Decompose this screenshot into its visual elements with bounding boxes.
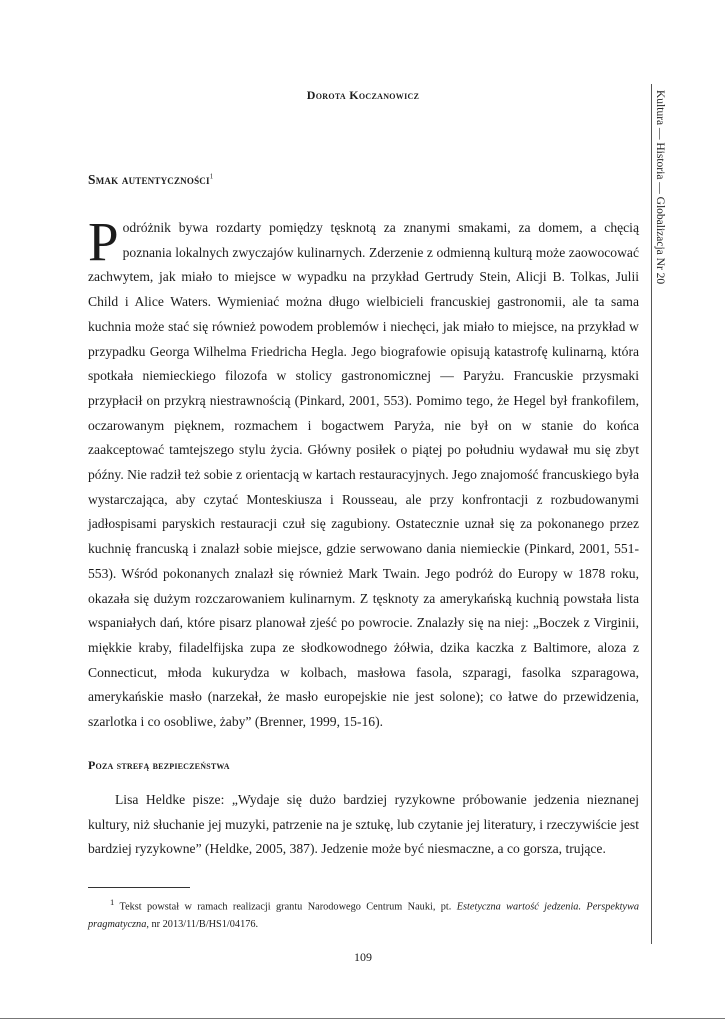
author-name: Dorota Koczanowicz	[306, 88, 420, 102]
running-title: Kultura — Historia — Globalizacja Nr 20	[654, 90, 666, 285]
paragraph-1	[88, 211, 639, 735]
footnote-italic-title: Estetyczna wartość jedzenia. Perspektywa pragmatyczna	[88, 901, 640, 931]
footnote-text-after: , nr 2013/11/B/HS1/04176.	[146, 919, 259, 931]
drop-cap: P	[88, 211, 119, 272]
article-title	[88, 172, 213, 188]
footnote-text-before: Tekst powstał w ramach realizacji grantu Narodowego Centrum Nauki, pt.	[119, 901, 457, 913]
title-footnote-mark: 1	[209, 172, 214, 181]
page-number: 109	[354, 950, 372, 964]
footnote-rule	[88, 887, 190, 888]
paragraph-2: Lisa Heldke pisze: „Wydaje się dużo bardziej ryzykowne próbowanie jedzenia nieznanej kultury, niż słuchanie jej muzyki, patrzenie na je sztukę, lub czytanie jej literatury, i rzeczywiście jest bardziej ryzykowne” (Heldke, 2005, 387). Jedzenie może być niesmaczne, a co gorsza, trujące.	[88, 792, 639, 857]
bottom-rule	[0, 1018, 725, 1019]
article-title-text: Smak autentyczności	[88, 172, 210, 187]
section-heading: Poza strefą bezpieczeństwa	[88, 758, 230, 772]
footnote-mark: 1	[110, 897, 115, 907]
footnote	[88, 893, 639, 934]
paragraph-1-text: odróżnik bywa rozdarty pomiędzy tęsknotą za znanymi smakami, za domem, a chęcią poznania lokalnych zwyczajów kulinarnych. Zderzenie z odmienną kulturą może zaowocować zachwytem, jak miało to miejsce w wypadku na przykład Gertrudy Stein, Alicji B. Tolkas, Julii Child i Alice Waters. Wymieniać można długo wielbicieli francuskiej gastronomii, ale ta sama kuchnia może stać się również powodem problemów i niechęci, jak miało to miejsce, na przykład w przypadku Georga Wilhelma Friedricha Hegla. Jego biografowie opisują katastrofę kulinarną, która spotkała niemieckiego filozofa w stolicy gastronomicznej — Paryżu. Francuskie przysmaki przypłacił on przykrą niestrawnością (Pinkard, 2001, 553). Pomimo tego, że Hegel był frankofilem, oczarowanym pięknem, rozmachem i bogactwem Paryża, nie był on w stanie do końca zaakceptować tamtejszego stylu życia. Główny posiłek o piątej po południu wydawał mu się zbyt późny. Nie radził też sobie z orientacją w kartach restauracyjnych. Jego znajomość francuskiego była wystarczająca, aby czytać Monteskiusza i Rousseau, ale przy konfrontacji z rozbudowanymi jadłospisami paryskich restauracji czuł się zagubiony. Ostatecznie uznał się za pokonanego przez kuchnię francuską i znalazł sobie miejsce, gdzie serwowano dania niemieckie (Pinkard, 2001, 551-553). Wśród pokonanych znalazł się również Mark Twain. Jego podróż do Europy w 1878 roku, okazała się dużym rozczarowaniem kulinarnym. Z tęsknoty za amerykańską kuchnią powstała lista wspaniałych dań, które pisarz planował zjeść po powrocie. Znalazły się na niej: „Boczek z Virginii, miękkie kraby, filadelfijska zupa ze słodkowodnego żółwia, dzika kaczka z Baltimore, aloza z Connecticut, młoda kukurydza w kolbach, masłowa fasola, szparagi, fasolka szparagowa, amerykańskie masło (narzekał, że masło europejskie nie jest solone); co łatwe do przewidzenia, szarlotka i co osobliwe, żaby” (Brenner, 1999, 15-16).	[88, 220, 639, 730]
